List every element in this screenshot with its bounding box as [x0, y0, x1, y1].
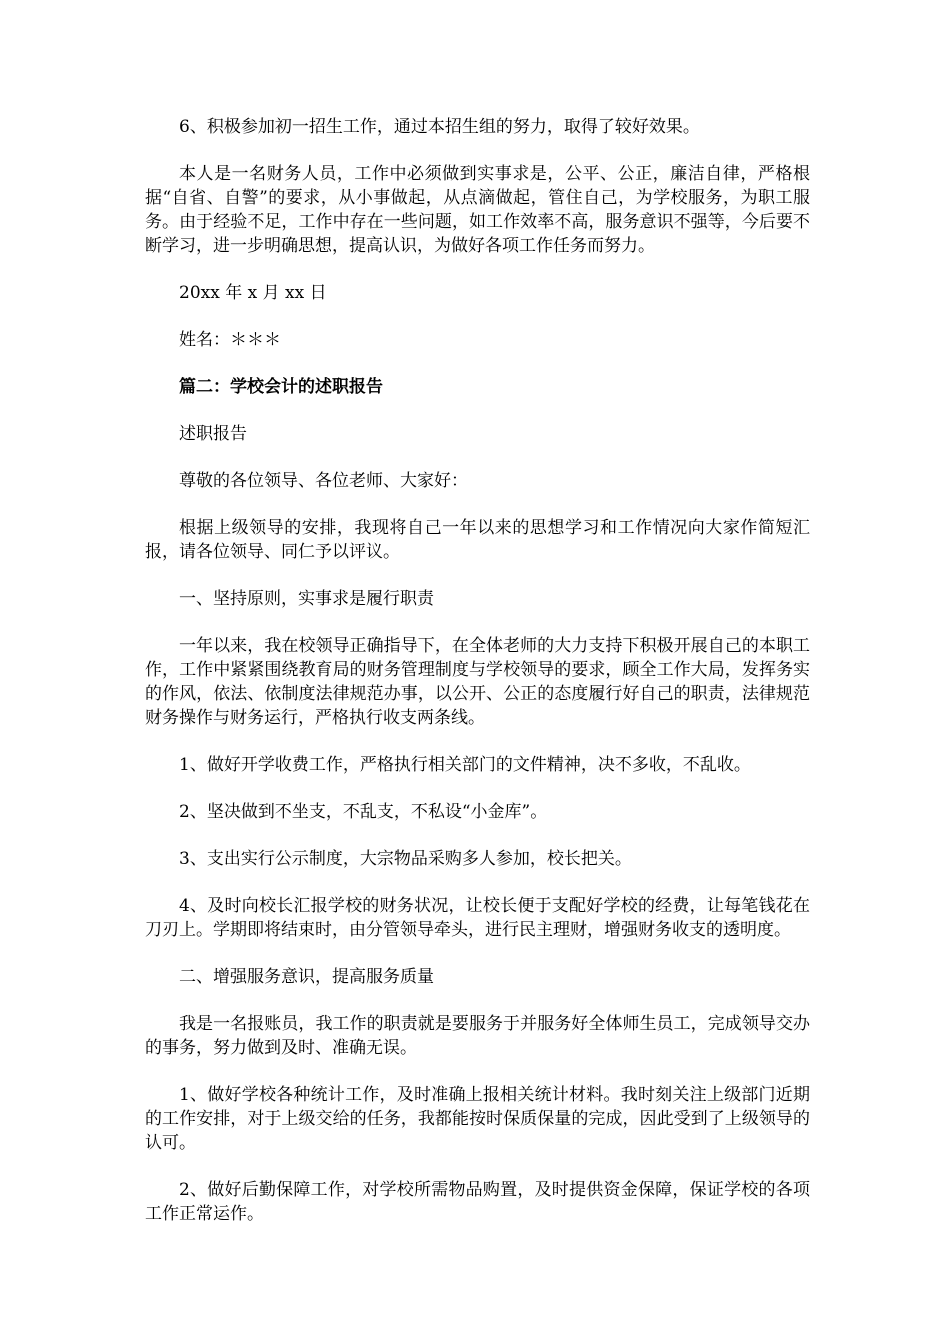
- list-item-fees: 1、做好开学收费工作，严格执行相关部门的文件精神，决不多收，不乱收。: [179, 755, 751, 775]
- subheading-principles: 一、坚持原则，实事求是履行职责: [179, 589, 434, 609]
- subheading-service: 二、增强服务意识，提高服务质量: [179, 967, 434, 987]
- list-item-disclosure: 3、支出实行公示制度，大宗物品采购多人参加，校长把关。: [179, 849, 632, 869]
- paragraph-intro: 根据上级领导的安排，我现将自己一年以来的思想学习和工作情况向大家作简短汇报，请各位领导、同仁予以评议。: [145, 518, 810, 562]
- document-body: [145, 115, 810, 1249]
- list-item-statistics: 1、做好学校各种统计工作，及时准确上报相关统计材料。我时刻关注上级部门近期的工作安排，对于上级交给的任务，我都能按时保质保量的完成，因此受到了上级领导的认可。: [145, 1085, 810, 1153]
- paragraph-date: 20xx 年 x 月 xx 日: [179, 283, 327, 303]
- section-heading: 篇二：学校会计的述职报告: [179, 377, 383, 397]
- paragraph-item-6: 6、积极参加初一招生工作，通过本招生组的努力，取得了较好效果。: [179, 117, 700, 137]
- paragraph-service: 我是一名报账员，我工作的职责就是要服务于并服务好全体师生员工，完成领导交办的事务，努力做到及时、准确无误。: [145, 1014, 810, 1058]
- paragraph-self-summary: 本人是一名财务人员，工作中必须做到实事求是，公平、公正，廉洁自律，严格根据“自省、自警”的要求，从小事做起，从点滴做起，管住自己，为学校服务，为职工服务。由于经验不足，工作中存在一些问题，如工作效率不高，服务意识不强等，今后要不断学习，进一步明确思想，提高认识，为做好各项工作任务而努力。: [145, 164, 810, 256]
- paragraph-principles: 一年以来，我在校领导正确指导下，在全体老师的大力支持下积极开展自己的本职工作，工作中紧紧围绕教育局的财务管理制度与学校领导的要求，顾全工作大局，发挥务实的作风，依法、依制度法律规范办事，以公开、公正的态度履行好自己的职责，法律规范财务操作与财务运行，严格执行收支两条线。: [145, 636, 810, 728]
- salutation: 尊敬的各位领导、各位老师、大家好：: [179, 471, 468, 491]
- list-item-no-slush-fund: 2、坚决做到不坐支，不乱支，不私设“小金库”。: [179, 802, 548, 822]
- list-item-reporting: 4、及时向校长汇报学校的财务状况，让校长便于支配好学校的经费，让每笔钱花在刀刃上。学期即将结束时，由分管领导牵头，进行民主理财，增强财务收支的透明度。: [145, 896, 810, 940]
- list-item-logistics: 2、做好后勤保障工作，对学校所需物品购置，及时提供资金保障，保证学校的各项工作正常运作。: [145, 1180, 810, 1224]
- paragraph-name: 姓名：＊＊＊: [179, 330, 281, 350]
- report-title: 述职报告: [179, 424, 247, 444]
